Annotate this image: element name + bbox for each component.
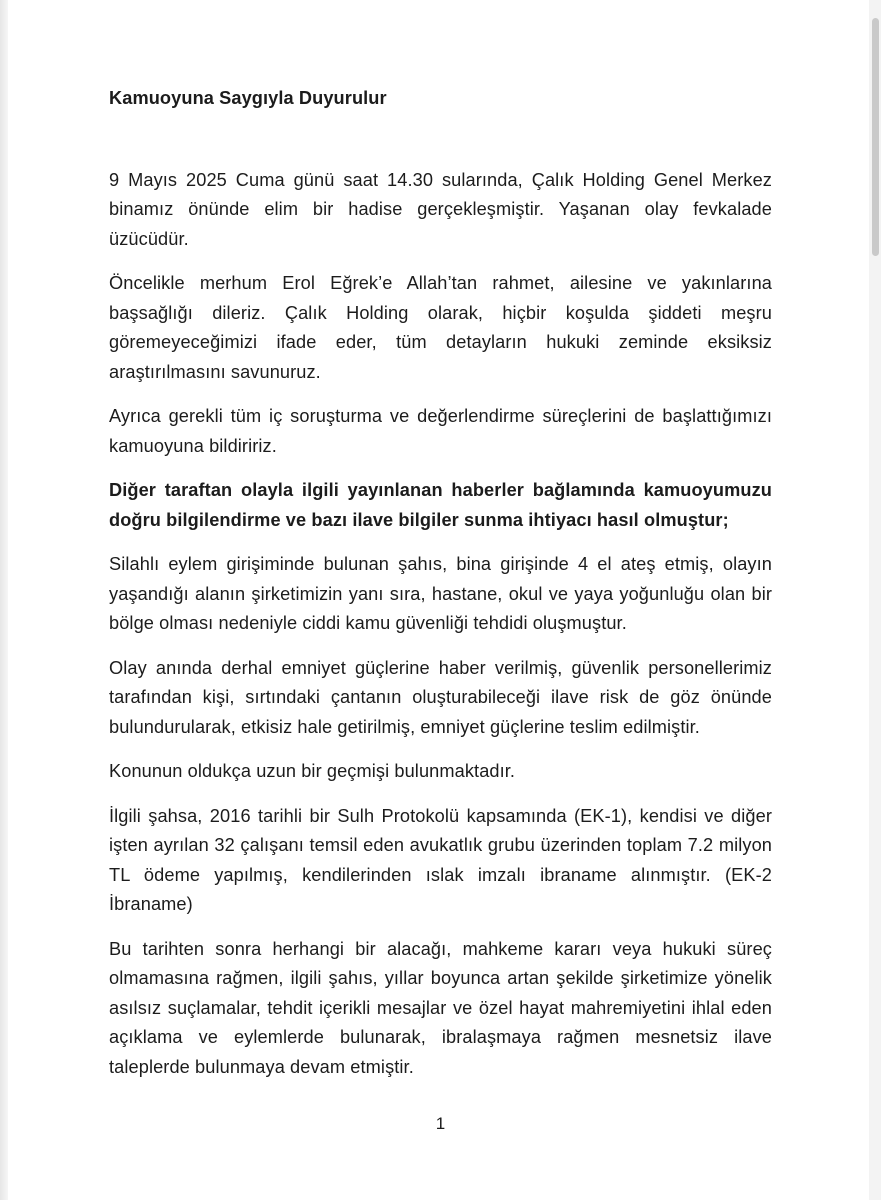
paragraph: 9 Mayıs 2025 Cuma günü saat 14.30 sularında, Çalık Holding Genel Merkez binamız önünde elim bir hadise gerçekleşmiştir. Yaşanan olay fevkalade üzücüdür. [109, 169, 772, 249]
scrollbar-thumb[interactable] [872, 18, 879, 256]
page-left-edge [0, 0, 8, 1200]
page-number: 1 [435, 1114, 446, 1133]
paragraph: Silahlı eylem girişiminde bulunan şahıs, bina girişinde 4 el ateş etmiş, olayın yaşandığı alanın şirketimizin yanı sıra, hastane, okul ve yaya yoğunluğu olan bir bölge olması nedeniyle ciddi kamu güvenliği tehdidi oluşmuştur. [109, 554, 772, 633]
paragraph: Konunun oldukça uzun bir geçmişi bulunmaktadır. [109, 761, 516, 781]
paragraph: Ayrıca gerekli tüm iç soruşturma ve değerlendirme süreçlerini de başlattığımızı kamuoyuna bildiririz. [109, 406, 772, 456]
paragraph: Bu tarihten sonra herhangi bir alacağı, mahkeme kararı veya hukuki süreç olmamasına rağmen, ilgili şahıs, yıllar boyunca artan şekilde şirketimize yönelik asılsız suçlamalar, tehdit içerikli mesajlar ve özel hayat mahremiyetini ihlal eden açıklama ve eylemlerde bulunarak, ibralaşmaya rağmen mesnetsiz ilave taleplerde bulunmaya devam etmiştir. [109, 938, 772, 1077]
paragraph: Öncelikle merhum Erol Eğrek’e Allah’tan rahmet, ailesine ve yakınlarına başsağlığı dileriz. Çalık Holding olarak, hiçbir koşulda şiddeti meşru göremeyeceğimizi ifade eder, tüm detayların hukuki zeminde eksiksiz araştırılmasını savunuruz. [109, 273, 772, 382]
scrollbar-track[interactable] [869, 0, 881, 1200]
document-title: Kamuoyuna Saygıyla Duyurulur [109, 88, 387, 108]
document-body [109, 84, 772, 1097]
paragraph: İlgili şahsa, 2016 tarihli bir Sulh Protokolü kapsamında (EK-1), kendisi ve diğer işten ayrılan 32 çalışanı temsil eden avukatlık grubu üzerinden toplam 7.2 milyon TL ödeme yapılmış, kendilerinden ıslak imzalı ibraname alınmıştır. (EK-2 İbraname) [109, 805, 772, 914]
paragraph: Olay anında derhal emniyet güçlerine haber verilmiş, güvenlik personellerimiz tarafından kişi, sırtındaki çantanın oluşturabileceği ilave risk de göz önünde bulundurularak, etkisiz hale getirilmiş, emniyet güçlerine teslim edilmiştir. [109, 657, 772, 737]
paragraph-bold: Diğer taraftan olayla ilgili yayınlanan haberler bağlamında kamuoyumuzu doğru bilgilendirme ve bazı ilave bilgiler sunma ihtiyacı hasıl olmuştur; [109, 480, 772, 530]
